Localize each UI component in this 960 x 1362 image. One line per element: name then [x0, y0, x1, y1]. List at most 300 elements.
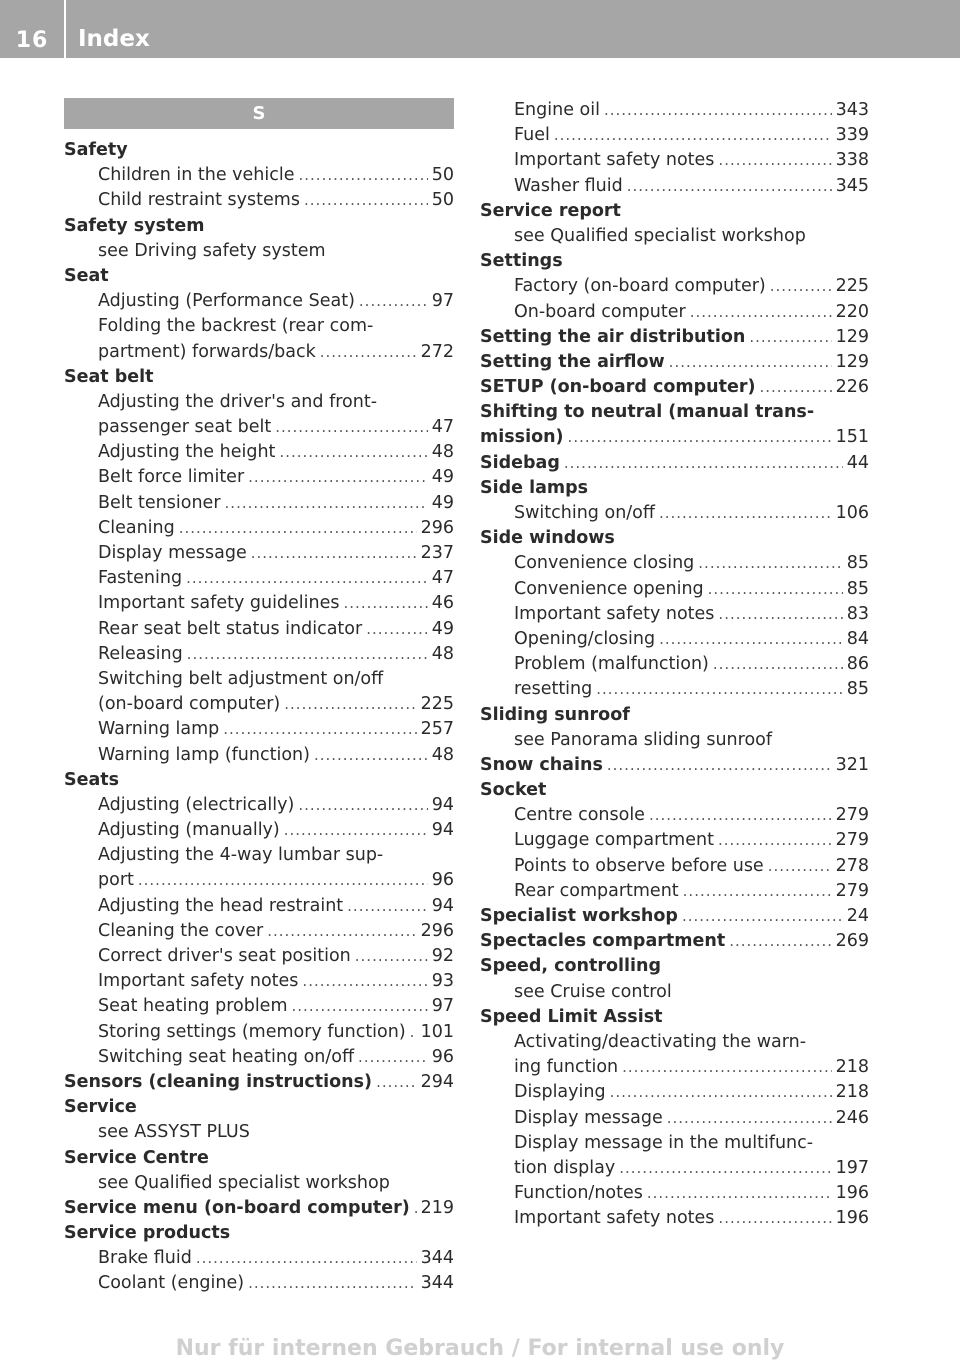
index-entry-label: Washer fluid — [514, 175, 623, 196]
index-entry-label: Important safety notes — [514, 603, 715, 624]
index-entry-label: see Panorama sliding sunroof — [514, 729, 773, 750]
index-entry — [64, 516, 454, 541]
index-entry — [64, 289, 454, 314]
dot-leader — [683, 879, 832, 904]
index-heading — [480, 526, 869, 551]
index-entry — [480, 803, 869, 828]
index-entry — [64, 541, 454, 566]
index-entry — [480, 425, 869, 450]
page-reference: 344 — [420, 1248, 454, 1269]
index-entry — [480, 148, 869, 173]
dot-leader — [223, 717, 416, 742]
index-heading — [480, 476, 869, 501]
page-reference: 151 — [835, 427, 869, 448]
index-entry-label: Speed Limit Assist — [480, 1006, 663, 1027]
index-entry — [480, 854, 869, 879]
dot-leader — [302, 969, 427, 994]
page-reference: 279 — [835, 880, 869, 901]
dot-leader — [251, 541, 417, 566]
dot-leader — [358, 1045, 428, 1070]
index-entry-label: see Qualified specialist workshop — [98, 1172, 390, 1193]
dot-leader — [619, 1156, 831, 1181]
index-entry-label: Speed, controlling — [480, 956, 661, 977]
page-reference: 278 — [835, 855, 869, 876]
index-entry — [64, 717, 454, 742]
index-entry — [480, 677, 869, 702]
page-reference: 338 — [835, 150, 869, 171]
section-letter-heading: S — [64, 98, 454, 129]
page-reference: 50 — [431, 190, 454, 211]
index-entry-label: Warning lamp (function) — [98, 744, 310, 765]
page-reference: 101 — [420, 1021, 454, 1042]
dot-leader — [298, 793, 427, 818]
dot-leader — [359, 289, 428, 314]
dot-leader — [718, 1206, 831, 1231]
page-reference: 86 — [846, 654, 869, 675]
page-reference: 92 — [431, 946, 454, 966]
dot-leader — [768, 854, 832, 879]
index-entry — [480, 753, 869, 778]
index-entry — [64, 642, 454, 667]
dot-leader — [607, 753, 832, 778]
index-entry-label: Important safety notes — [514, 1208, 715, 1229]
index-entry — [64, 1020, 454, 1045]
page-number: 16 — [15, 28, 49, 53]
index-entry — [64, 894, 454, 919]
index-entry — [64, 591, 454, 616]
dot-leader — [622, 1055, 831, 1080]
index-entry-label: Display message in the multifunc- — [514, 1132, 814, 1153]
index-heading — [64, 1095, 454, 1120]
dot-leader — [347, 894, 428, 919]
page-reference: 97 — [431, 291, 454, 312]
index-entry-label: Adjusting the 4-way lumbar sup- — [98, 845, 384, 866]
dot-leader — [225, 491, 428, 516]
index-entry-label: mission) — [480, 427, 564, 448]
dot-leader — [749, 325, 831, 350]
page-reference: 49 — [431, 467, 454, 488]
index-entry — [64, 1246, 454, 1271]
dot-leader — [248, 1271, 417, 1296]
page-reference: 48 — [431, 643, 454, 664]
index-entry — [480, 929, 869, 954]
index-entry — [480, 1080, 869, 1105]
dot-leader — [366, 617, 428, 642]
page-reference: 218 — [835, 1057, 869, 1078]
page-reference: 296 — [420, 920, 454, 941]
index-entry-label: Luggage compartment — [514, 830, 714, 851]
page-reference: 96 — [431, 1046, 454, 1067]
index-entry-label: Switching belt adjustment on/off — [98, 668, 384, 689]
index-entry-label: Adjusting (manually) — [98, 820, 280, 841]
dot-leader — [610, 1080, 832, 1105]
dot-leader — [320, 340, 417, 365]
index-heading — [64, 365, 454, 390]
index-entry — [480, 577, 869, 602]
index-heading — [64, 214, 454, 239]
index-entry — [480, 904, 869, 929]
dot-leader — [138, 868, 428, 893]
index-entry-label: Snow chains — [480, 754, 603, 775]
page-reference: 48 — [431, 442, 454, 463]
page-reference: 94 — [431, 820, 454, 841]
dot-leader — [649, 803, 832, 828]
index-entry — [64, 692, 454, 717]
index-entry-text — [64, 390, 454, 415]
index-entry-label: Fuel — [514, 125, 550, 146]
index-heading — [64, 264, 454, 289]
index-entry — [480, 1206, 869, 1231]
index-entry-label: Points to observe before use — [514, 855, 764, 876]
index-entry-text — [64, 667, 454, 692]
index-entry-label: Service — [64, 1097, 137, 1118]
page-reference: 48 — [431, 744, 454, 765]
page-reference: 279 — [835, 805, 869, 826]
index-entry-label: Displaying — [514, 1082, 606, 1103]
page-reference: 84 — [846, 628, 869, 649]
page-reference: 225 — [835, 276, 869, 297]
index-entry-label: see Driving safety system — [98, 240, 326, 261]
index-entry-label: Centre console — [514, 805, 645, 826]
index-entry — [64, 415, 454, 440]
index-entry — [64, 566, 454, 591]
index-entry — [480, 879, 869, 904]
index-entry-label: passenger seat belt — [98, 417, 272, 438]
index-entry-label: Sensors (cleaning instructions) — [64, 1071, 373, 1092]
dot-leader — [410, 1020, 417, 1045]
dot-leader — [647, 1181, 832, 1206]
index-heading — [64, 768, 454, 793]
index-entry-label: resetting — [514, 679, 593, 700]
index-entry-label: Socket — [480, 780, 547, 801]
index-entry-label: Switching seat heating on/off — [98, 1046, 355, 1067]
index-entry — [64, 969, 454, 994]
index-entry — [64, 1196, 454, 1221]
dot-leader — [659, 501, 832, 526]
dot-leader — [667, 1106, 832, 1131]
index-entry-label: Convenience opening — [514, 578, 704, 599]
index-entry-label: Service Centre — [64, 1147, 209, 1168]
index-heading — [64, 138, 454, 163]
index-entry — [480, 451, 869, 476]
page-reference: 24 — [846, 906, 869, 926]
dot-leader — [604, 98, 832, 123]
dot-leader — [708, 577, 843, 602]
index-entry-label: Setting the air distribution — [480, 326, 746, 347]
index-entry-label: Convenience closing — [514, 553, 695, 574]
index-entry-text — [480, 1131, 869, 1156]
header-divider — [64, 0, 66, 58]
dot-leader — [596, 677, 842, 702]
page-reference: 196 — [835, 1208, 869, 1229]
index-entry — [64, 465, 454, 490]
index-entry-label: Sidebag — [480, 452, 560, 473]
index-entry-label: partment) forwards/back — [98, 341, 316, 362]
dot-leader — [304, 188, 428, 213]
page-reference: 85 — [846, 553, 869, 574]
index-entry — [64, 188, 454, 213]
dot-leader — [718, 828, 832, 853]
index-heading — [480, 249, 869, 274]
index-entry-label: Coolant (engine) — [98, 1273, 245, 1294]
index-entry-label: Switching on/off — [514, 503, 655, 523]
dot-leader — [355, 944, 428, 969]
page-reference: 93 — [431, 971, 454, 992]
page-reference: 49 — [431, 492, 454, 513]
dot-leader — [299, 163, 428, 188]
index-entry-label: Shifting to neutral (manual trans- — [480, 402, 815, 423]
index-entry — [64, 793, 454, 818]
page-reference: 225 — [420, 694, 454, 715]
index-entry-text — [64, 239, 454, 264]
dot-leader — [698, 551, 842, 576]
page-reference: 339 — [835, 125, 869, 146]
index-entry-label: see Qualified specialist workshop — [514, 225, 806, 246]
index-entry — [64, 919, 454, 944]
page-reference: 97 — [431, 996, 454, 1017]
page-header-bar — [0, 0, 960, 58]
index-entry-label: Brake fluid — [98, 1248, 192, 1269]
index-entry-label: Spectacles compartment — [480, 931, 726, 952]
index-entry-label: Function/notes — [514, 1183, 643, 1204]
index-entry-label: Adjusting the driver's and front- — [98, 391, 378, 412]
page-reference: 96 — [431, 870, 454, 891]
index-entry-label: Seats — [64, 769, 120, 790]
page-reference: 220 — [835, 301, 869, 322]
index-entry — [480, 300, 869, 325]
index-entry-label: Service products — [64, 1223, 231, 1244]
index-entry-text — [64, 1171, 454, 1196]
index-entry-label: Adjusting (electrically) — [98, 794, 295, 815]
index-entry-text — [64, 314, 454, 339]
index-entry-label: ing function — [514, 1057, 619, 1078]
index-entry — [64, 868, 454, 893]
index-entry-label: Opening/closing — [514, 628, 656, 649]
page-reference: 94 — [431, 895, 454, 916]
index-entry — [480, 602, 869, 627]
page-reference: 49 — [431, 618, 454, 639]
dot-leader — [284, 692, 416, 717]
index-entry-text — [480, 1030, 869, 1055]
dot-leader — [718, 602, 842, 627]
page-reference: 129 — [835, 351, 869, 372]
index-heading — [480, 400, 869, 425]
page-reference: 269 — [835, 931, 869, 952]
index-entry-label: Child restraint systems — [98, 190, 300, 211]
page-reference: 344 — [420, 1273, 454, 1294]
dot-leader — [682, 904, 843, 929]
index-entry-label: Rear seat belt status indicator — [98, 618, 363, 639]
dot-leader — [690, 300, 832, 325]
dot-leader — [187, 642, 428, 667]
index-entry-label: Important safety guidelines — [98, 593, 340, 614]
page-reference: 279 — [835, 830, 869, 851]
index-entry-label: Children in the vehicle — [98, 165, 295, 186]
index-entry — [64, 617, 454, 642]
dot-leader — [344, 591, 428, 616]
dot-leader — [564, 451, 843, 476]
index-heading — [480, 778, 869, 803]
dot-leader — [186, 566, 428, 591]
page-reference: 345 — [835, 175, 869, 196]
index-entry-label: Factory (on-board computer) — [514, 276, 766, 297]
index-entry — [480, 98, 869, 123]
index-entry-label: Rear compartment — [514, 880, 679, 901]
page-reference: 47 — [431, 568, 454, 589]
index-entry-label: Storing settings (memory function) — [98, 1021, 406, 1042]
index-entry-label: Safety — [64, 140, 128, 160]
dot-leader — [713, 652, 843, 677]
dot-leader — [554, 123, 832, 148]
dot-leader — [179, 516, 417, 541]
index-entry-label: Side windows — [480, 528, 615, 549]
index-entry-text — [480, 224, 869, 249]
page-reference: 237 — [420, 543, 454, 563]
index-entry — [64, 944, 454, 969]
dot-leader — [314, 743, 428, 768]
index-entry-label: Problem (malfunction) — [514, 654, 709, 675]
index-entry — [480, 828, 869, 853]
index-entry — [64, 818, 454, 843]
page-reference: 226 — [835, 377, 869, 398]
index-entry — [64, 1271, 454, 1296]
index-entry-label: Seat heating problem — [98, 996, 288, 1017]
page-reference: 343 — [835, 100, 869, 120]
page-reference: 44 — [846, 452, 869, 473]
dot-leader — [279, 440, 427, 465]
page-reference: 94 — [431, 794, 454, 815]
index-entry-label: Setting the airflow — [480, 351, 665, 372]
dot-leader — [267, 919, 416, 944]
index-entry-list-right — [480, 98, 869, 1231]
index-entry-label: Belt tensioner — [98, 492, 221, 513]
index-entry — [480, 1181, 869, 1206]
index-entry — [64, 1070, 454, 1095]
dot-leader — [414, 1196, 417, 1221]
dot-leader — [627, 174, 832, 199]
index-entry — [480, 652, 869, 677]
index-entry — [480, 501, 869, 526]
page-reference: 196 — [835, 1183, 869, 1204]
dot-leader — [659, 627, 843, 652]
index-entry — [480, 375, 869, 400]
index-entry-text — [480, 728, 869, 753]
index-entry-label: Correct driver's seat position — [98, 946, 351, 966]
page-reference: 85 — [846, 679, 869, 700]
index-heading — [480, 199, 869, 224]
index-entry-label: Engine oil — [514, 100, 600, 120]
index-entry-label: see Cruise control — [514, 981, 672, 1002]
index-entry — [480, 174, 869, 199]
page-reference: 296 — [420, 517, 454, 538]
page-reference: 83 — [846, 603, 869, 624]
index-entry-label: Activating/deactivating the warn- — [514, 1031, 807, 1052]
dot-leader — [196, 1246, 417, 1271]
page-reference: 219 — [420, 1197, 454, 1218]
dot-leader — [292, 994, 428, 1019]
page-reference: 47 — [431, 417, 454, 438]
index-entry-label: Adjusting the height — [98, 442, 276, 463]
dot-leader — [729, 929, 831, 954]
page-reference: 129 — [835, 326, 869, 347]
index-entry-label: (on-board computer) — [98, 694, 281, 715]
page-reference: 257 — [420, 719, 454, 740]
index-entry-label: Adjusting (Performance Seat) — [98, 291, 355, 312]
index-entry — [480, 627, 869, 652]
dot-leader — [718, 148, 831, 173]
index-heading — [480, 703, 869, 728]
dot-leader — [248, 465, 428, 490]
index-entry — [480, 1106, 869, 1131]
page-reference: 246 — [835, 1107, 869, 1128]
index-entry-label: Specialist workshop — [480, 906, 678, 926]
index-entry-label: Safety system — [64, 215, 205, 236]
index-entry — [64, 743, 454, 768]
index-heading — [480, 954, 869, 979]
index-entry — [64, 163, 454, 188]
page-reference: 321 — [835, 754, 869, 775]
page-reference: 294 — [420, 1071, 454, 1092]
dot-leader — [376, 1070, 417, 1095]
index-entry-label: Important safety notes — [514, 150, 715, 171]
index-entry-label: Belt force limiter — [98, 467, 245, 488]
index-entry — [480, 1156, 869, 1181]
page-reference: 50 — [431, 165, 454, 186]
index-entry-label: Cleaning — [98, 517, 175, 538]
index-entry — [480, 123, 869, 148]
index-entry-text — [64, 1120, 454, 1145]
index-entry-label: Display message — [98, 543, 247, 563]
index-entry-label: tion display — [514, 1157, 616, 1178]
dot-leader — [669, 350, 832, 375]
page-reference: 85 — [846, 578, 869, 599]
index-entry — [64, 1045, 454, 1070]
index-entry — [480, 551, 869, 576]
index-entry — [480, 325, 869, 350]
index-entry-label: Important safety notes — [98, 971, 299, 992]
index-entry-label: Adjusting the head restraint — [98, 895, 344, 916]
index-entry — [480, 350, 869, 375]
index-column-left — [64, 98, 454, 1297]
index-entry-label: Fastening — [98, 568, 183, 589]
index-entry-label: Folding the backrest (rear com- — [98, 316, 374, 337]
index-entry-label: Settings — [480, 251, 563, 272]
index-entry-label: Seat belt — [64, 366, 154, 387]
index-heading — [480, 1005, 869, 1030]
index-entry-label: Display message — [514, 1107, 663, 1128]
dot-leader — [759, 375, 831, 400]
index-heading — [64, 1146, 454, 1171]
index-entry-label: SETUP (on-board computer) — [480, 377, 756, 398]
page-reference: 272 — [420, 341, 454, 362]
index-column-right — [480, 98, 869, 1231]
dot-leader — [284, 818, 428, 843]
index-entry — [480, 274, 869, 299]
index-entry — [64, 440, 454, 465]
index-entry-label: Service menu (on-board computer) — [64, 1197, 410, 1218]
index-entry-text — [480, 980, 869, 1005]
index-entry-label: port — [98, 870, 134, 891]
index-entry-label: Service report — [480, 200, 621, 221]
dot-leader — [568, 425, 832, 450]
dot-leader — [275, 415, 428, 440]
index-entry-label: Sliding sunroof — [480, 704, 630, 725]
index-entry-list-left — [64, 138, 454, 1297]
index-entry — [64, 491, 454, 516]
page-reference: 106 — [835, 503, 869, 523]
watermark: Nur für internen Gebrauch / For internal use only — [175, 1336, 785, 1361]
index-entry-label: Releasing — [98, 643, 183, 664]
